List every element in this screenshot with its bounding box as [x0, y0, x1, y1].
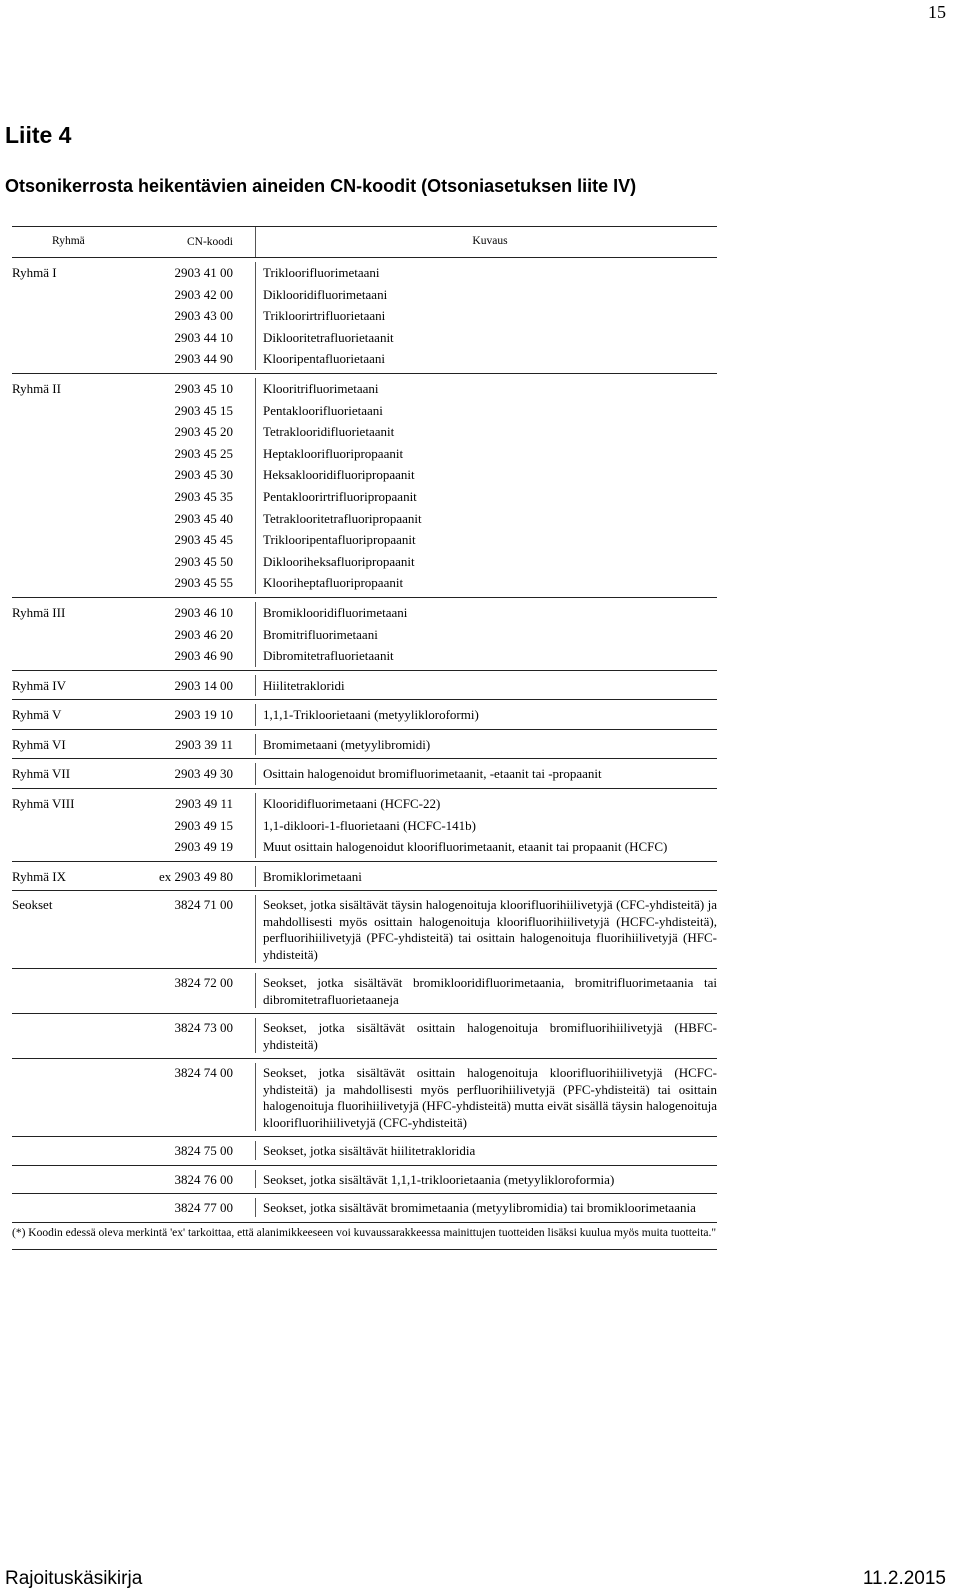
description-cell: Tetraklooridifluorietaanit: [263, 424, 395, 440]
group-name-cell: [12, 421, 127, 443]
header-code: CN-koodi: [127, 227, 256, 257]
table-row: [12, 866, 717, 888]
table-row: [12, 1014, 717, 1059]
table-header: [12, 227, 717, 258]
cn-code-cell: 2903 45 50: [127, 551, 256, 573]
description-cell: Dibromitetrafluorietaanit: [263, 648, 394, 664]
description-cell: Pentakloorirtrifluoripropaanit: [263, 488, 417, 504]
description-cell: Bromiklorimetaani: [263, 868, 362, 884]
description-cell: Diklooritetrafluorietaanit: [263, 329, 394, 345]
cn-code-cell: 2903 45 10: [127, 378, 256, 400]
group-name-cell: Ryhmä VII: [12, 766, 71, 782]
group-name-cell: [12, 443, 127, 465]
group-name-cell: [12, 815, 127, 837]
group-name-cell: [12, 1018, 127, 1053]
cn-code-cell: 2903 45 40: [127, 508, 256, 530]
group-name-cell: [12, 327, 127, 349]
description-cell: Trikloorirtrifluorietaani: [263, 308, 386, 324]
table-row: [12, 1137, 717, 1166]
table-row: [12, 734, 717, 756]
cn-code-cell: 3824 72 00: [127, 973, 256, 1008]
header-group: Ryhmä: [52, 235, 85, 248]
cn-code-cell: 2903 14 00: [127, 675, 256, 697]
table-row: [12, 508, 717, 530]
group-name-cell: Ryhmä IV: [12, 677, 66, 693]
table-row: [12, 602, 717, 624]
description-cell: Seokset, jotka sisältävät bromimetaania (metyylibromidia) tai bromikloorimetaania: [263, 1200, 696, 1216]
description-cell: Bromiklooridifluorimetaani: [263, 604, 408, 620]
table-row: [12, 551, 717, 573]
description-cell: Heptakloorifluoripropaanit: [263, 445, 404, 461]
group-name-cell: [12, 464, 127, 486]
table-row: [12, 400, 717, 422]
table-group: [12, 258, 717, 374]
table-row: [12, 284, 717, 306]
group-name-cell: [12, 1141, 127, 1160]
group-name-cell: Ryhmä I: [12, 265, 57, 280]
group-name-cell: [12, 284, 127, 306]
table-row: [12, 262, 717, 284]
table-group: [12, 862, 717, 892]
group-name-cell: [12, 400, 127, 422]
cn-code-cell: 2903 45 25: [127, 443, 256, 465]
group-name-cell: Ryhmä VIII: [12, 796, 75, 812]
group-name-cell: Ryhmä III: [12, 604, 66, 620]
cn-code-cell: 2903 49 30: [127, 763, 256, 785]
table-body: [12, 258, 717, 891]
cn-code-cell: 3824 71 00: [127, 895, 256, 963]
cn-code-cell: 2903 43 00: [127, 305, 256, 327]
description-cell: Trikloorifluorimetaani: [263, 265, 380, 280]
table-row: [12, 305, 717, 327]
cn-code-cell: 2903 45 20: [127, 421, 256, 443]
description-cell: Triklooripentafluoripropaanit: [263, 532, 416, 548]
description-cell: Osittain halogenoidut bromifluorimetaanit, -etaanit tai -propaanit: [263, 766, 602, 782]
description-cell: Klooriheptafluoripropaanit: [263, 575, 404, 591]
cn-code-cell: 2903 19 10: [127, 704, 256, 726]
group-name-cell: [12, 624, 127, 646]
table-row: [12, 529, 717, 551]
description-cell: Tetraklooritetrafluoripropaanit: [263, 510, 422, 526]
description-cell: Klooritrifluorimetaani: [263, 380, 379, 396]
table-row: [12, 1059, 717, 1137]
table-row: [12, 763, 717, 785]
cn-code-cell: 2903 49 11: [127, 793, 256, 815]
page-number: 15: [928, 2, 946, 22]
cn-code-cell: 2903 46 90: [127, 645, 256, 667]
group-name-cell: [12, 1063, 127, 1131]
description-cell: Heksaklooridifluoripropaanit: [263, 467, 415, 483]
cn-code-cell: 2903 45 35: [127, 486, 256, 508]
table-row: [12, 645, 717, 667]
cn-code-cell: 2903 45 45: [127, 529, 256, 551]
group-name-cell: [12, 836, 127, 858]
table-row: [12, 793, 717, 815]
cn-code-cell: 2903 44 90: [127, 348, 256, 370]
description-cell: Diklooriheksafluoripropaanit: [263, 553, 415, 569]
description-cell: Seokset, jotka sisältävät osittain halogenoituja kloorifluorihiilivetyjä (HCFC-yhdisteitä) ja mahdollisesti myös perfluorihiilivetyjä (PFC-yhdisteitä) tai osittain halogenoituja fluorihiilivetyjä (HFC-yhdisteitä) mutta eivät sisällä täysin halogenoituja kloorifluorihiilivetyjä (CFC-yhdisteitä): [263, 1065, 717, 1130]
table-row: [12, 675, 717, 697]
table-row: [12, 1194, 717, 1223]
group-name-cell: [12, 529, 127, 551]
description-cell: Seokset, jotka sisältävät osittain halogenoituja bromifluorihiilivetyjä (HBFC-yhdisteitä): [263, 1020, 717, 1052]
table-group: [12, 671, 717, 701]
table-row: [12, 464, 717, 486]
table-row: [12, 572, 717, 594]
table-row: [12, 443, 717, 465]
table-row: [12, 969, 717, 1014]
table-group: [12, 759, 717, 789]
cn-code-cell: 3824 73 00: [127, 1018, 256, 1053]
cn-code-cell: 2903 45 55: [127, 572, 256, 594]
table-group: [12, 598, 717, 671]
group-name-cell: Ryhmä VI: [12, 736, 66, 752]
table-row: [12, 624, 717, 646]
description-cell: Pentakloorifluorietaani: [263, 402, 383, 418]
table-row: [12, 421, 717, 443]
table-row: [12, 704, 717, 726]
description-cell: 1,1-dikloori-1-fluorietaani (HCFC-141b): [263, 817, 477, 833]
description-cell: Bromitrifluorimetaani: [263, 626, 378, 642]
cn-code-cell: ex 2903 49 80: [127, 866, 256, 888]
table-row: [12, 486, 717, 508]
group-name-cell: [12, 551, 127, 573]
group-name-cell: Ryhmä IX: [12, 868, 66, 884]
cn-code-cell: 3824 75 00: [127, 1141, 256, 1160]
table-footnote: (*) Koodin edessä oleva merkintä 'ex' tarkoittaa, että alanimikkeeseen voi kuvaussarakkeessa mainittujen tuotteiden lisäksi kuulua myös muita tuotteita.": [12, 1223, 717, 1250]
table-group: [12, 730, 717, 760]
description-cell: Seokset, jotka sisältävät bromiklooridifluorimetaania, bromitrifluorimetaania tai dibromitetrafluorietaaneja: [263, 975, 717, 1007]
cn-code-cell: 2903 45 30: [127, 464, 256, 486]
description-cell: Klooridifluorimetaani (HCFC-22): [263, 796, 441, 812]
cn-code-cell: 2903 46 20: [127, 624, 256, 646]
description-cell: Klooripentafluorietaani: [263, 351, 386, 367]
table-row: [12, 891, 717, 969]
table-row: [12, 1166, 717, 1195]
footer-title: Rajoituskäsikirja: [5, 1568, 143, 1589]
cn-code-cell: 2903 41 00: [127, 262, 256, 284]
description-cell: Bromimetaani (metyylibromidi): [263, 736, 431, 752]
cn-code-cell: 3824 76 00: [127, 1170, 256, 1189]
appendix-title: Liite 4: [5, 122, 72, 148]
group-name-cell: [12, 305, 127, 327]
group-name-cell: [12, 645, 127, 667]
cn-code-cell: 2903 42 00: [127, 284, 256, 306]
cn-code-cell: 2903 49 15: [127, 815, 256, 837]
table-group: [12, 374, 717, 598]
description-cell: Seokset, jotka sisältävät hiilitetrakloridia: [263, 1143, 476, 1159]
table-row: [12, 815, 717, 837]
group-name-cell: [12, 572, 127, 594]
table-group: [12, 700, 717, 730]
cn-code-cell: 2903 49 19: [127, 836, 256, 858]
table-row: [12, 327, 717, 349]
description-cell: 1,1,1-Trikloorietaani (metyylikloroformi): [263, 707, 479, 723]
group-name-cell: [12, 348, 127, 370]
table-group: [12, 789, 717, 862]
cn-code-table: [12, 226, 717, 1250]
cn-code-cell: 2903 45 15: [127, 400, 256, 422]
cn-code-cell: 2903 46 10: [127, 602, 256, 624]
description-cell: Muut osittain halogenoidut kloorifluorimetaanit, etaanit tai propaanit (HCFC): [263, 839, 668, 855]
document-title: Otsonikerrosta heikentävien aineiden CN-koodit (Otsoniasetuksen liite IV): [5, 176, 637, 196]
header-description: Kuvaus: [472, 235, 508, 248]
group-name-cell: Ryhmä II: [12, 380, 61, 396]
description-cell: Seokset, jotka sisältävät 1,1,1-trikloorietaania (metyylikloroformia): [263, 1171, 615, 1187]
cn-code-cell: 2903 44 10: [127, 327, 256, 349]
group-name-cell: [12, 508, 127, 530]
description-cell: Diklooridifluorimetaani: [263, 286, 388, 302]
description-cell: Hiilitetrakloridi: [263, 677, 345, 693]
cn-code-cell: 2903 39 11: [127, 734, 256, 756]
group-name-cell: [12, 1198, 127, 1217]
group-name-cell: [12, 973, 127, 1008]
group-name-cell: Ryhmä V: [12, 707, 62, 723]
table-row: [12, 836, 717, 858]
description-cell: Seokset, jotka sisältävät täysin halogenoituja kloorifluorihiilivetyjä (CFC-yhdisteitä) ja mahdollisesti myös osittain halogenoituja kloorifluorihiilivetyjä (HCFC-yhdisteitä), perfluorihiilivetyjä (PFC-yhdisteitä) tai osittain halogenoituja fluorihiilivetyjä (HFC-yhdisteitä): [263, 897, 717, 962]
mixtures-section: [12, 891, 717, 1223]
footer-date: 11.2.2015: [862, 1568, 946, 1589]
table-row: [12, 348, 717, 370]
group-name-cell: [12, 486, 127, 508]
cn-code-cell: 3824 74 00: [127, 1063, 256, 1131]
cn-code-cell: 3824 77 00: [127, 1198, 256, 1217]
table-row: [12, 378, 717, 400]
group-name-cell: Seokset: [12, 897, 53, 913]
group-name-cell: [12, 1170, 127, 1189]
